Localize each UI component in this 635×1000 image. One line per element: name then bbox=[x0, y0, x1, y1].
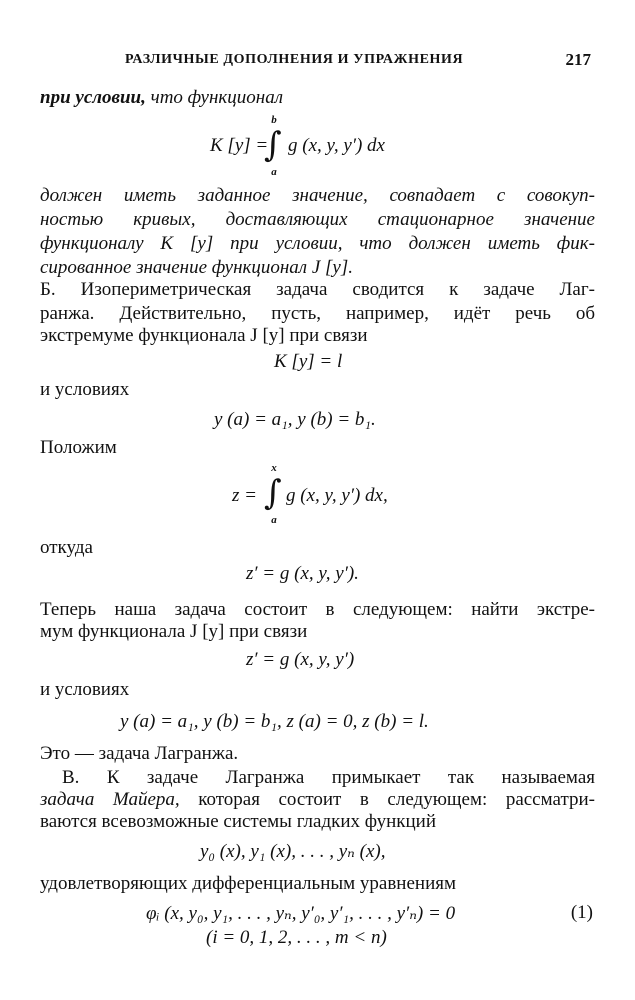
eq1-upper-limit: b bbox=[271, 114, 277, 126]
integral-sign: ∫ bbox=[264, 473, 282, 513]
text-line-1 bbox=[40, 86, 595, 110]
equation-constraint: K [y] = l bbox=[274, 351, 343, 372]
text-line-8: экстремуме функционала J [y] при связи bbox=[40, 325, 368, 346]
eq4-integrand: g (x, y, y′) dx, bbox=[286, 485, 388, 506]
equation-new-constraint: z′ = g (x, y, y′) bbox=[246, 649, 355, 670]
bold-italic-phrase: при условии, bbox=[40, 87, 146, 108]
text-line-10: Положим bbox=[40, 437, 117, 458]
italic-text: что функционал bbox=[145, 87, 283, 108]
text-line-7: ранжа. Действительно, пусть, например, идёт речь об bbox=[40, 303, 595, 324]
text-line-19: удовлетворяющих дифференциальным уравнениям bbox=[40, 873, 457, 894]
text-line-6: Б. Изопериметрическая задача сводится к задаче Лаг- bbox=[40, 279, 595, 300]
text-line-3: ностью кривых, доставляющих стационарное значение bbox=[40, 209, 595, 230]
eq1-lower-limit: a bbox=[271, 166, 277, 178]
equation-number: (1) bbox=[570, 902, 593, 923]
text-line-16: В. К задаче Лагранжа примыкает так называемая bbox=[62, 767, 595, 788]
text-line-2: должен иметь заданное значение, совпадает с совокуп- bbox=[40, 185, 595, 206]
eq4-upper-limit: x bbox=[271, 462, 277, 474]
eq4-lower-limit: a bbox=[271, 514, 277, 526]
equation-boundary-conditions: y (a) = a₁, y (b) = b₁. bbox=[214, 409, 376, 430]
equation-differential-system: φᵢ (x, y₀, y₁, . . . , yₙ, y′₀, y′₁, . . . , y′ₙ) = 0 bbox=[146, 903, 456, 924]
text-line-17-rest: которая состоит в следующем: рассматри- bbox=[179, 789, 595, 810]
eq4-lhs: z = bbox=[232, 485, 257, 506]
running-title: РАЗЛИЧНЫЕ ДОПОЛНЕНИЯ И УПРАЖНЕНИЯ bbox=[125, 52, 464, 67]
integral-sign: ∫ bbox=[264, 125, 282, 165]
mayer-problem-term: задача Майера, bbox=[40, 789, 180, 810]
equation-index-range: (i = 0, 1, 2, . . . , m < n) bbox=[206, 927, 387, 948]
page-header bbox=[40, 50, 595, 74]
text-line-5: сированное значение функционал J [y]. bbox=[40, 257, 353, 278]
text-line-11: откуда bbox=[40, 537, 93, 558]
equation-function-system: y₀ (x), y₁ (x), . . . , yₙ (x), bbox=[200, 841, 386, 862]
text-line-13: мум функционала J [y] при связи bbox=[40, 621, 308, 642]
text-line-18: ваются всевозможные системы гладких функций bbox=[40, 811, 436, 832]
eq1-lhs: K [y] = bbox=[210, 135, 269, 156]
text-line-15: Это — задача Лагранжа. bbox=[40, 743, 239, 764]
eq1-integrand: g (x, y, y′) dx bbox=[288, 135, 385, 156]
text-line-14: и условиях bbox=[40, 679, 130, 700]
equation-derivative: z′ = g (x, y, y′). bbox=[246, 563, 359, 584]
text-line-12: Теперь наша задача состоит в следующем: найти экстре- bbox=[40, 599, 595, 620]
equation-all-conditions: y (a) = a₁, y (b) = b₁, z (a) = 0, z (b) = l. bbox=[120, 711, 429, 732]
text-line-4: функционалу K [y] при условии, что должен иметь фик- bbox=[40, 233, 595, 254]
page-number: 217 bbox=[565, 50, 591, 69]
text-line-9: и условиях bbox=[40, 379, 130, 400]
text-line-17 bbox=[40, 788, 595, 812]
